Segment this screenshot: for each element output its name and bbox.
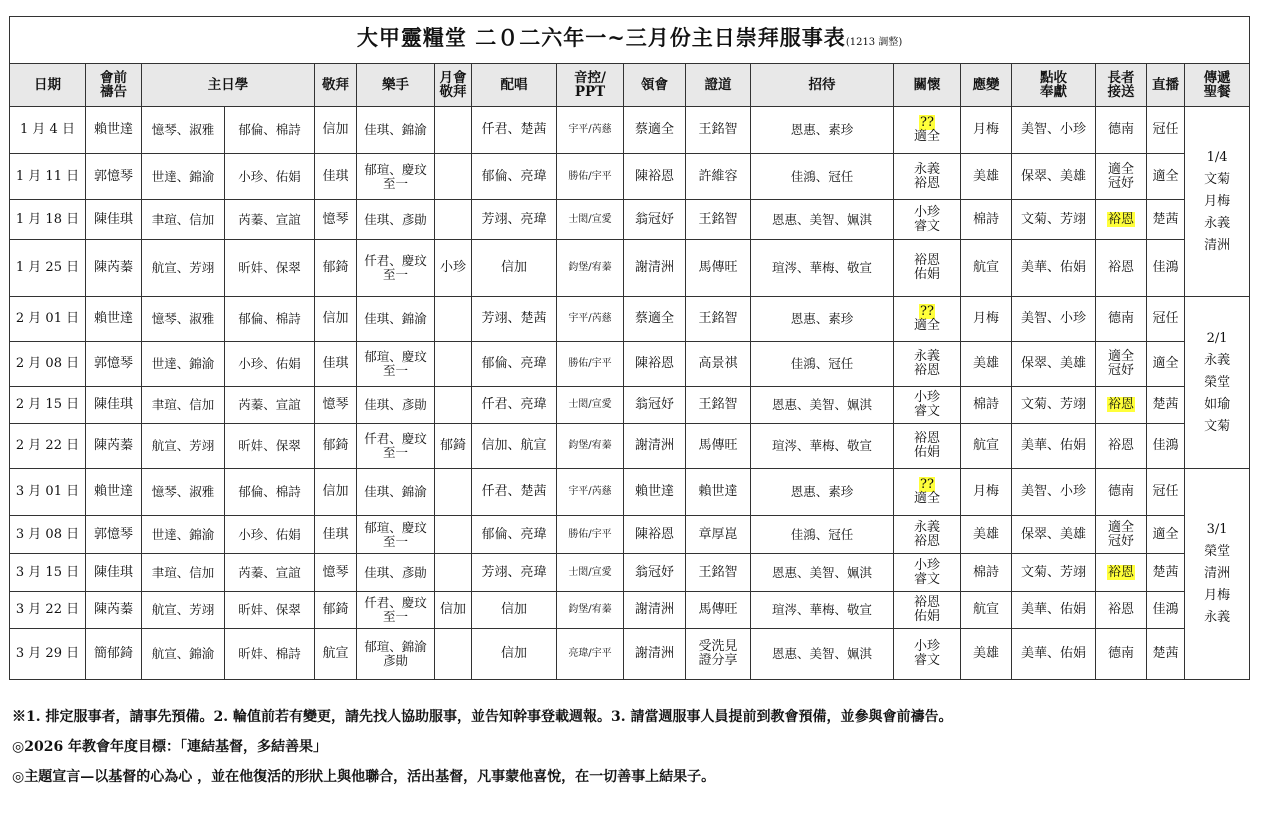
communion-cell: 3/1 榮堂 清洲 月梅 永義 (1185, 469, 1250, 680)
header-sound: 音控/ PPT (557, 64, 624, 107)
worship-cell: 憶琴 (315, 200, 357, 240)
music-cell: 郁瑄、錦渝 彥勛 (357, 629, 435, 680)
header-school: 主日學 (142, 64, 315, 107)
school-cell: 航宣、芳翊 (142, 592, 225, 629)
usher-cell: 恩惠、美智、姵淇 (751, 387, 894, 424)
respond-cell: 棉詩 (961, 200, 1012, 240)
header-worship: 敬拜 (315, 64, 357, 107)
care-cell: 裕恩 佑娟 (894, 592, 961, 629)
school-cell: 昕妦、保翠 (225, 240, 315, 297)
header-prayer: 會前 禱告 (86, 64, 142, 107)
date-cell: 3 月 08 日 (10, 516, 86, 554)
respond-cell: 月梅 (961, 469, 1012, 516)
music-cell: 佳琪、錦渝 (357, 469, 435, 516)
leader-cell: 蔡適全 (624, 297, 686, 342)
music-cell: 佳琪、彥勛 (357, 387, 435, 424)
music-cell: 郁瑄、慶玟 至一 (357, 342, 435, 387)
sermon-cell: 章厚崑 (686, 516, 751, 554)
live-cell: 佳鴻 (1147, 592, 1185, 629)
sermon-cell: 王銘智 (686, 297, 751, 342)
elder-highlight: 裕恩 (1107, 564, 1134, 580)
care-question-mark: ?? (920, 115, 934, 130)
worship-cell: 佳琪 (315, 516, 357, 554)
respond-cell: 美雄 (961, 342, 1012, 387)
choir-cell: 郁倫、亮瑋 (472, 516, 557, 554)
elder-cell (1096, 387, 1147, 424)
live-cell: 冠任 (1147, 297, 1185, 342)
live-cell: 楚茜 (1147, 387, 1185, 424)
usher-cell: 恩惠、美智、姵淇 (751, 554, 894, 592)
elder-cell: 適全 冠妤 (1096, 154, 1147, 200)
prayer-cell: 賴世達 (86, 107, 142, 154)
school-cell: 世達、錦渝 (142, 154, 225, 200)
leader-cell: 謝清洲 (624, 240, 686, 297)
date-cell: 1 月 18 日 (10, 200, 86, 240)
note-goal: ◎2026 年教會年度目標：「連結基督，多結善果」 (12, 739, 328, 755)
choir-cell: 仟君、楚茜 (472, 107, 557, 154)
worship-cell: 信加 (315, 469, 357, 516)
usher-cell: 佳鴻、冠任 (751, 154, 894, 200)
offering-cell: 文菊、芳翊 (1012, 387, 1096, 424)
table-row (10, 240, 1250, 297)
sound-cell: 亮瑋/宇平 (557, 629, 624, 680)
music-cell: 佳琪、錦渝 (357, 107, 435, 154)
respond-cell: 月梅 (961, 107, 1012, 154)
care-cell: 裕恩 佑娟 (894, 240, 961, 297)
school-cell: 芮蓁、宣誼 (225, 554, 315, 592)
sound-cell: 宇平/芮慈 (557, 107, 624, 154)
table-row (10, 200, 1250, 240)
offering-cell: 美華、佑娟 (1012, 592, 1096, 629)
monthly-worship-cell (435, 554, 472, 592)
table-row (10, 554, 1250, 592)
live-cell: 佳鴻 (1147, 424, 1185, 469)
sound-cell: 勝佑/宇平 (557, 154, 624, 200)
worship-cell: 佳琪 (315, 154, 357, 200)
sermon-cell: 王銘智 (686, 387, 751, 424)
prayer-cell: 賴世達 (86, 469, 142, 516)
header-row (10, 64, 1250, 107)
school-cell: 聿瑄、信加 (142, 200, 225, 240)
elder-cell: 裕恩 (1096, 240, 1147, 297)
prayer-cell: 賴世達 (86, 297, 142, 342)
leader-cell: 陳裕恩 (624, 154, 686, 200)
elder-cell: 德南 (1096, 629, 1147, 680)
sound-cell: 鈞堡/宥蓁 (557, 592, 624, 629)
header-leader: 領會 (624, 64, 686, 107)
usher-cell: 恩惠、美智、姵淇 (751, 200, 894, 240)
care-cell: 永義 裕恩 (894, 516, 961, 554)
sound-cell: 鈞堡/宥蓁 (557, 240, 624, 297)
leader-cell: 賴世達 (624, 469, 686, 516)
prayer-cell: 簡郁錡 (86, 629, 142, 680)
elder-cell (1096, 554, 1147, 592)
note-theme: ◎主題宣言—以基督的心為心 ，並在他復活的形狀上與他聯合，活出基督，凡事蒙他喜悅，在一切善事上結果子。 (12, 769, 716, 785)
offering-cell: 美華、佑娟 (1012, 629, 1096, 680)
date-cell: 3 月 22 日 (10, 592, 86, 629)
sermon-cell: 王銘智 (686, 554, 751, 592)
respond-cell: 棉詩 (961, 554, 1012, 592)
music-cell: 仟君、慶玟 至一 (357, 424, 435, 469)
header-choir: 配唱 (472, 64, 557, 107)
respond-cell: 月梅 (961, 297, 1012, 342)
school-cell: 航宣、芳翊 (142, 240, 225, 297)
table-row (10, 297, 1250, 342)
choir-cell: 郁倫、亮瑋 (472, 342, 557, 387)
care-cell: ?? 適全 (894, 297, 961, 342)
care-cell: 小珍 睿文 (894, 629, 961, 680)
care-question-mark: ?? (920, 477, 934, 492)
table-body (10, 107, 1250, 680)
prayer-cell: 郭憶琴 (86, 154, 142, 200)
header-date: 日期 (10, 64, 86, 107)
monthly-worship-cell (435, 297, 472, 342)
date-cell: 3 月 29 日 (10, 629, 86, 680)
offering-cell: 美智、小珍 (1012, 297, 1096, 342)
sermon-cell: 許維容 (686, 154, 751, 200)
date-cell: 1 月 11 日 (10, 154, 86, 200)
table-row (10, 469, 1250, 516)
care-cell: ?? 適全 (894, 107, 961, 154)
page-title: 大甲靈糧堂 二０二六年一~三月份主日崇拜服事表 (356, 24, 846, 50)
respond-cell: 棉詩 (961, 387, 1012, 424)
title-row (10, 17, 1250, 64)
date-cell: 1 月 25 日 (10, 240, 86, 297)
sound-cell: 鈞堡/宥蓁 (557, 424, 624, 469)
choir-cell: 芳翊、亮瑋 (472, 554, 557, 592)
usher-cell: 恩惠、美智、姵淇 (751, 629, 894, 680)
header-monthly: 月會 敬拜 (435, 64, 472, 107)
sound-cell: 勝佑/宇平 (557, 516, 624, 554)
table-row (10, 154, 1250, 200)
care-question-mark: ?? (920, 304, 934, 319)
care-cell: 小珍 睿文 (894, 200, 961, 240)
leader-cell: 陳裕恩 (624, 516, 686, 554)
leader-cell: 翁冠妤 (624, 387, 686, 424)
music-cell: 佳琪、彥勛 (357, 554, 435, 592)
table-row (10, 107, 1250, 154)
sermon-cell: 馬傳旺 (686, 592, 751, 629)
care-cell: 永義 裕恩 (894, 342, 961, 387)
school-cell: 昕妦、保翠 (225, 592, 315, 629)
school-cell: 憶琴、淑雅 (142, 107, 225, 154)
usher-cell: 佳鴻、冠任 (751, 342, 894, 387)
choir-cell: 仟君、亮瑋 (472, 387, 557, 424)
monthly-worship-cell (435, 629, 472, 680)
offering-cell: 文菊、芳翊 (1012, 200, 1096, 240)
live-cell: 楚茜 (1147, 629, 1185, 680)
header-care: 關懷 (894, 64, 961, 107)
offering-cell: 美華、佑娟 (1012, 240, 1096, 297)
header-music: 樂手 (357, 64, 435, 107)
monthly-worship-cell (435, 387, 472, 424)
prayer-cell: 陳芮蓁 (86, 240, 142, 297)
school-cell: 航宣、芳翊 (142, 424, 225, 469)
school-cell: 昕妦、棉詩 (225, 629, 315, 680)
date-cell: 2 月 22 日 (10, 424, 86, 469)
live-cell: 楚茜 (1147, 200, 1185, 240)
school-cell: 芮蓁、宣誼 (225, 200, 315, 240)
music-cell: 郁瑄、慶玟 至一 (357, 516, 435, 554)
music-cell: 仟君、慶玟 至一 (357, 240, 435, 297)
care-cell: 裕恩 佑娟 (894, 424, 961, 469)
live-cell: 適全 (1147, 516, 1185, 554)
monthly-worship-cell (435, 200, 472, 240)
prayer-cell: 郭憶琴 (86, 516, 142, 554)
school-cell: 郁倫、棉詩 (225, 107, 315, 154)
date-cell: 3 月 01 日 (10, 469, 86, 516)
sound-cell: 士閎/宣愛 (557, 387, 624, 424)
respond-cell: 航宣 (961, 592, 1012, 629)
respond-cell: 航宣 (961, 424, 1012, 469)
worship-cell: 憶琴 (315, 554, 357, 592)
worship-cell: 信加 (315, 297, 357, 342)
elder-cell (1096, 200, 1147, 240)
choir-cell: 郁倫、亮瑋 (472, 154, 557, 200)
care-cell: ?? 適全 (894, 469, 961, 516)
school-cell: 憶琴、淑雅 (142, 469, 225, 516)
elder-highlight: 裕恩 (1107, 211, 1134, 227)
leader-cell: 翁冠妤 (624, 200, 686, 240)
leader-cell: 陳裕恩 (624, 342, 686, 387)
leader-cell: 謝清洲 (624, 592, 686, 629)
care-cell: 小珍 睿文 (894, 554, 961, 592)
monthly-worship-cell (435, 516, 472, 554)
title-note: (1213 調整) (845, 36, 903, 48)
elder-cell: 裕恩 (1096, 424, 1147, 469)
school-cell: 世達、錦渝 (142, 342, 225, 387)
date-cell: 3 月 15 日 (10, 554, 86, 592)
choir-cell: 信加、航宣 (472, 424, 557, 469)
leader-cell: 蔡適全 (624, 107, 686, 154)
date-cell: 2 月 01 日 (10, 297, 86, 342)
header-live: 直播 (1147, 64, 1185, 107)
prayer-cell: 郭憶琴 (86, 342, 142, 387)
communion-cell: 1/4 文菊 月梅 永義 清洲 (1185, 107, 1250, 297)
school-cell: 芮蓁、宣誼 (225, 387, 315, 424)
monthly-worship-cell: 小珍 (435, 240, 472, 297)
worship-cell: 郁錡 (315, 592, 357, 629)
elder-cell: 裕恩 (1096, 592, 1147, 629)
usher-cell: 瑄涔、華梅、敬宣 (751, 424, 894, 469)
monthly-worship-cell: 信加 (435, 592, 472, 629)
usher-cell: 恩惠、素珍 (751, 107, 894, 154)
choir-cell: 信加 (472, 592, 557, 629)
header-elder: 長者 接送 (1096, 64, 1147, 107)
sermon-cell: 王銘智 (686, 107, 751, 154)
sermon-cell: 馬傳旺 (686, 240, 751, 297)
music-cell: 佳琪、錦渝 (357, 297, 435, 342)
sermon-cell: 受洗見 證分享 (686, 629, 751, 680)
elder-cell: 德南 (1096, 297, 1147, 342)
table-row (10, 592, 1250, 629)
monthly-worship-cell (435, 342, 472, 387)
school-cell: 昕妦、保翠 (225, 424, 315, 469)
prayer-cell: 陳佳琪 (86, 200, 142, 240)
leader-cell: 謝清洲 (624, 424, 686, 469)
prayer-cell: 陳芮蓁 (86, 424, 142, 469)
worship-cell: 郁錡 (315, 240, 357, 297)
respond-cell: 美雄 (961, 516, 1012, 554)
leader-cell: 謝清洲 (624, 629, 686, 680)
live-cell: 適全 (1147, 154, 1185, 200)
date-cell: 2 月 15 日 (10, 387, 86, 424)
table-row (10, 629, 1250, 680)
live-cell: 佳鴻 (1147, 240, 1185, 297)
schedule-table (9, 16, 1250, 680)
elder-cell: 適全 冠妤 (1096, 342, 1147, 387)
choir-cell: 芳翊、亮瑋 (472, 200, 557, 240)
respond-cell: 航宣 (961, 240, 1012, 297)
header-offering: 點收 奉獻 (1012, 64, 1096, 107)
sermon-cell: 馬傳旺 (686, 424, 751, 469)
date-cell: 2 月 08 日 (10, 342, 86, 387)
notes (12, 702, 952, 792)
elder-cell: 德南 (1096, 469, 1147, 516)
offering-cell: 美智、小珍 (1012, 107, 1096, 154)
music-cell: 佳琪、彥勛 (357, 200, 435, 240)
worship-cell: 信加 (315, 107, 357, 154)
date-cell: 1 月 4 日 (10, 107, 86, 154)
care-cell: 永義 裕恩 (894, 154, 961, 200)
live-cell: 適全 (1147, 342, 1185, 387)
communion-cell: 2/1 永義 榮堂 如瑜 文菊 (1185, 297, 1250, 469)
live-cell: 冠任 (1147, 469, 1185, 516)
offering-cell: 保翠、美雄 (1012, 516, 1096, 554)
school-cell: 世達、錦渝 (142, 516, 225, 554)
monthly-worship-cell (435, 154, 472, 200)
monthly-worship-cell (435, 107, 472, 154)
choir-cell: 仟君、楚茜 (472, 469, 557, 516)
school-cell: 航宣、錦渝 (142, 629, 225, 680)
usher-cell: 佳鴻、冠任 (751, 516, 894, 554)
schedule-sheet (9, 16, 1249, 785)
leader-cell: 翁冠妤 (624, 554, 686, 592)
table-row (10, 424, 1250, 469)
sound-cell: 士閎/宣愛 (557, 200, 624, 240)
elder-cell: 德南 (1096, 107, 1147, 154)
sermon-cell: 高景祺 (686, 342, 751, 387)
school-cell: 聿瑄、信加 (142, 554, 225, 592)
choir-cell: 信加 (472, 240, 557, 297)
note-rules: ※1. 排定服事者，請事先預備。2. 輪值前若有變更，請先找人協助服事，並告知幹事登載週報。3. 請當週服事人員提前到教會預備，並參與會前禱告。 (12, 709, 953, 725)
header-sermon: 證道 (686, 64, 751, 107)
header-usher: 招待 (751, 64, 894, 107)
respond-cell: 美雄 (961, 629, 1012, 680)
school-cell: 聿瑄、信加 (142, 387, 225, 424)
school-cell: 小珍、佑娟 (225, 154, 315, 200)
care-cell: 小珍 睿文 (894, 387, 961, 424)
respond-cell: 美雄 (961, 154, 1012, 200)
header-respond: 應變 (961, 64, 1012, 107)
sound-cell: 士閎/宣愛 (557, 554, 624, 592)
usher-cell: 恩惠、素珍 (751, 297, 894, 342)
sound-cell: 勝佑/宇平 (557, 342, 624, 387)
offering-cell: 美華、佑娟 (1012, 424, 1096, 469)
monthly-worship-cell: 郁錡 (435, 424, 472, 469)
live-cell: 楚茜 (1147, 554, 1185, 592)
live-cell: 冠任 (1147, 107, 1185, 154)
sound-cell: 宇平/芮慈 (557, 469, 624, 516)
school-cell: 憶琴、淑雅 (142, 297, 225, 342)
table-row (10, 387, 1250, 424)
prayer-cell: 陳芮蓁 (86, 592, 142, 629)
elder-cell: 適全 冠妤 (1096, 516, 1147, 554)
sermon-cell: 賴世達 (686, 469, 751, 516)
worship-cell: 郁錡 (315, 424, 357, 469)
sound-cell: 宇平/芮慈 (557, 297, 624, 342)
music-cell: 仟君、慶玟 至一 (357, 592, 435, 629)
school-cell: 郁倫、棉詩 (225, 297, 315, 342)
worship-cell: 憶琴 (315, 387, 357, 424)
usher-cell: 恩惠、素珍 (751, 469, 894, 516)
offering-cell: 保翠、美雄 (1012, 342, 1096, 387)
school-cell: 郁倫、棉詩 (225, 469, 315, 516)
monthly-worship-cell (435, 469, 472, 516)
usher-cell: 瑄涔、華梅、敬宣 (751, 240, 894, 297)
offering-cell: 文菊、芳翊 (1012, 554, 1096, 592)
table-row (10, 342, 1250, 387)
school-cell: 小珍、佑娟 (225, 342, 315, 387)
usher-cell: 瑄涔、華梅、敬宣 (751, 592, 894, 629)
choir-cell: 芳翊、楚茜 (472, 297, 557, 342)
choir-cell: 信加 (472, 629, 557, 680)
worship-cell: 佳琪 (315, 342, 357, 387)
prayer-cell: 陳佳琪 (86, 387, 142, 424)
school-cell: 小珍、佑娟 (225, 516, 315, 554)
prayer-cell: 陳佳琪 (86, 554, 142, 592)
header-communion: 傳遞 聖餐 (1185, 64, 1250, 107)
sermon-cell: 王銘智 (686, 200, 751, 240)
offering-cell: 美智、小珍 (1012, 469, 1096, 516)
elder-highlight: 裕恩 (1107, 397, 1134, 412)
table-row (10, 516, 1250, 554)
worship-cell: 航宣 (315, 629, 357, 680)
offering-cell: 保翠、美雄 (1012, 154, 1096, 200)
music-cell: 郁瑄、慶玟 至一 (357, 154, 435, 200)
